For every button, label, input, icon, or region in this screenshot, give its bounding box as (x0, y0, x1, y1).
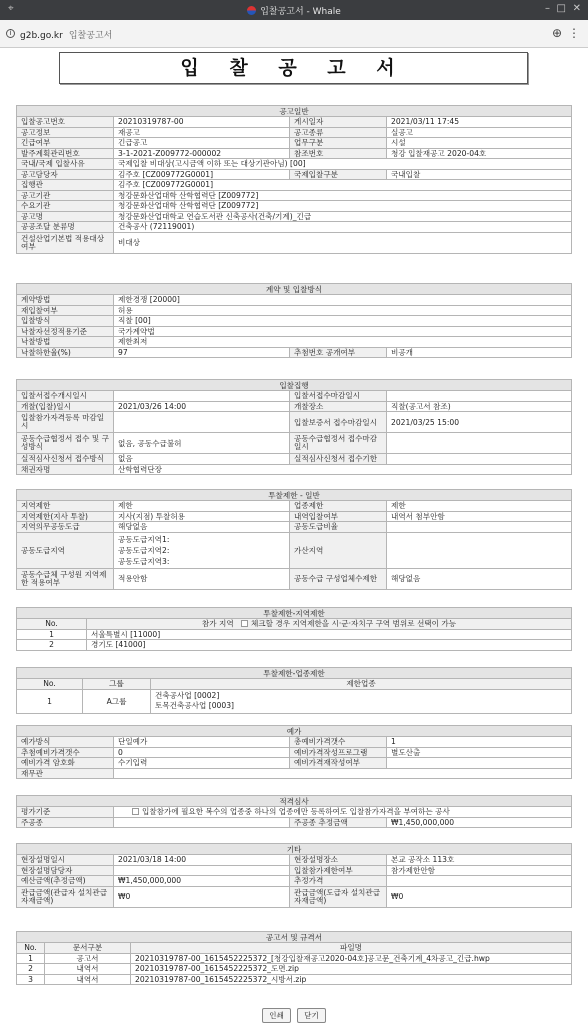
value: 97 (114, 347, 290, 358)
label: 실적심사신청서 접수방식 (17, 454, 114, 465)
label: 총예비가격갯수 (290, 737, 387, 748)
file-link[interactable]: 20210319787-00_1615452225372_[청강입찰재공고2020-04호]공고문_건축기계_4차공고_긴급.hwp (131, 953, 572, 964)
value (114, 412, 290, 433)
value (114, 768, 572, 779)
value: 청강 입찰재공고 2020-04호 (387, 148, 572, 159)
label: 참조번호 (290, 148, 387, 159)
section-execution (16, 379, 572, 475)
label: 예비가격작성프로그램 (290, 747, 387, 758)
label: 긴급여부 (17, 138, 114, 149)
section-title: 투찰제한 - 일반 (17, 490, 572, 501)
gov-logo-icon (247, 6, 256, 15)
value: 국가계약법 (114, 326, 572, 337)
value: 지사(지점) 투찰허용 (114, 511, 290, 522)
label: 지역제한 (17, 501, 114, 512)
value: 직찰(공고서 참조) (387, 401, 572, 412)
label: 입찰참가제한여부 (290, 865, 387, 876)
zoom-icon[interactable]: ⊕ (551, 26, 562, 40)
section-region-restriction (16, 607, 572, 651)
label: 개찰(입찰)일시 (17, 401, 114, 412)
value: 청강문화산업대학교 연습도서관 신축공사(건축/기계)_긴급 (114, 211, 572, 222)
label: 입찰보증서 접수마감일시 (290, 412, 387, 433)
value: 산학협력단장 (114, 464, 572, 475)
label: 지역제한(지사 투찰) (17, 511, 114, 522)
label: 입찰서접수마감일시 (290, 391, 387, 402)
label: 국제입찰구분 (290, 169, 387, 180)
label: 개찰장소 (290, 401, 387, 412)
label: 수요기관 (17, 201, 114, 212)
label: 공동수급협정서 접수마감일시 (290, 433, 387, 454)
row-region: 서울특별시 [11000] (87, 629, 572, 640)
value: 허용 (114, 305, 572, 316)
pin-icon[interactable]: ⌖ (8, 3, 14, 14)
value: 2021/03/26 14:00 (114, 401, 290, 412)
value: 제한최저 (114, 337, 572, 348)
value: ₩0 (387, 886, 572, 907)
col-header: 제한업종 (151, 679, 572, 690)
close-button[interactable]: 닫기 (297, 1008, 326, 1023)
label: 입찰서접수개시일시 (17, 391, 114, 402)
label: 공고정보 (17, 127, 114, 138)
value (387, 391, 572, 402)
label: 공고명 (17, 211, 114, 222)
section-industry-restriction (16, 667, 572, 714)
label: 재무관 (17, 768, 114, 779)
label: 공고기관 (17, 190, 114, 201)
value: 비공개 (387, 347, 572, 358)
value (387, 433, 572, 454)
section-title: 예가 (17, 726, 572, 737)
file-link[interactable]: 20210319787-00_1615452225372_도면.zip (131, 964, 572, 975)
minimize-icon[interactable]: – (545, 3, 550, 14)
value: 참가제한안함 (387, 865, 572, 876)
label: 집행관 (17, 180, 114, 191)
value: 2021/03/11 17:45 (387, 117, 572, 128)
value: ₩0 (114, 886, 290, 907)
label: 현장설명장소 (290, 855, 387, 866)
address-bar (0, 20, 588, 48)
label: 관급금액(관급자 설치관급자재금액) (17, 886, 114, 907)
value (387, 454, 572, 465)
value: 1 (387, 737, 572, 748)
value (114, 391, 290, 402)
label: 낙찰방법 (17, 337, 114, 348)
row-region: 경기도 [41000] (87, 640, 572, 651)
industry-item: 건축공사업 [0002] (155, 691, 220, 700)
label: 평가기준 (17, 807, 114, 818)
file-link[interactable]: 20210319787-00_1615452225372_시방서.zip (131, 974, 572, 985)
value: 수기입력 (114, 758, 290, 769)
value: ₩1,450,000,000 (387, 817, 572, 828)
section-title: 입찰집행 (17, 380, 572, 391)
table-row (17, 974, 572, 985)
window-title: 입찰공고서 - Whale (260, 7, 341, 17)
label: 건설산업기본법 적용대상여부 (17, 232, 114, 253)
value: 별도산출 (387, 747, 572, 758)
row-kind: 내역서 (45, 964, 131, 975)
row-no: 2 (17, 640, 87, 651)
info-icon[interactable]: i (6, 29, 15, 38)
label: 추첨번호 공개여부 (290, 347, 387, 358)
value: 실공고 (387, 127, 572, 138)
row-no: 2 (17, 964, 45, 975)
joint-region-2: 공동도급지역2: (118, 545, 170, 555)
value: 시설 (387, 138, 572, 149)
value: ₩1,450,000,000 (114, 876, 290, 887)
value (114, 807, 572, 818)
col-header: No. (17, 943, 45, 954)
section-title: 공고서 및 규격서 (17, 932, 572, 943)
page-content (0, 48, 588, 1024)
label: 관급금액(도급자 설치관급자재금액) (290, 886, 387, 907)
value: 김주호 [CZ009772G0001] (114, 180, 572, 191)
window-titlebar (0, 0, 588, 20)
value: 20210319787-00 (114, 117, 290, 128)
table-row (17, 964, 572, 975)
row-no: 3 (17, 974, 45, 985)
label: 입찰참가자격등록 마감일시 (17, 412, 114, 433)
value: 2021/03/18 14:00 (114, 855, 290, 866)
checkbox-label: 체크할 경우 지역제한을 시·군·자치구 구역 범위로 선택이 가능 (250, 619, 457, 629)
section-title: 공고일반 (17, 106, 572, 117)
industry-item: 토목건축공사업 [0003] (155, 701, 235, 710)
label: 실적심사신청서 접수기한 (290, 454, 387, 465)
value: 제한 (387, 501, 572, 512)
label: 공동수급체 구성원 지역제한 적용여부 (17, 568, 114, 589)
label: 업종제한 (290, 501, 387, 512)
label: 국내/국제 입찰사유 (17, 159, 114, 170)
value: 직찰 [00] (114, 316, 572, 327)
section-restriction-general (16, 489, 572, 590)
evaluation-text: 입찰참가에 필요한 복수의 업종중 하나의 업종에만 등록하여도 입찰참가자격을 부여하는 공사 (142, 807, 450, 817)
value (387, 876, 572, 887)
value: 해당없음 (114, 522, 290, 533)
label: 공동도급비율 (290, 522, 387, 533)
row-no: 1 (17, 953, 45, 964)
print-button[interactable]: 인쇄 (262, 1008, 291, 1023)
value (114, 532, 290, 568)
value: 국제입찰 비대상(고시금액 이하 또는 대상기관아님) [00] (114, 159, 572, 170)
label: 현장설명담당자 (17, 865, 114, 876)
col-header: 그룹 (83, 679, 151, 690)
table-row (17, 629, 572, 640)
col-header: No. (17, 679, 83, 690)
section-title: 투찰제한-업종제한 (17, 668, 572, 679)
value: 없음 (114, 454, 290, 465)
value: 내역서 첨부안함 (387, 511, 572, 522)
value: 제한경쟁 [20000] (114, 295, 572, 306)
col-header: 파일명 (131, 943, 572, 954)
label: 게시일자 (290, 117, 387, 128)
label: 발주계획관리번호 (17, 148, 114, 159)
value: 본교 공작소 113호 (387, 855, 572, 866)
joint-region-1: 공동도급지역1: (118, 534, 170, 544)
page-title: 입 찰 공 고 서 (59, 52, 528, 84)
label: 예가방식 (17, 737, 114, 748)
label: 예산금액(추정금액) (17, 876, 114, 887)
label: 공고담당자 (17, 169, 114, 180)
label: 업무구분 (290, 138, 387, 149)
label: 추정가격 (290, 876, 387, 887)
col-header-region: 참가 지역 (201, 619, 234, 629)
label: 현장설명일시 (17, 855, 114, 866)
row-no: 1 (17, 629, 87, 640)
url-text[interactable]: g2b.go.kr 입찰공고서 (20, 31, 113, 41)
section-contract (16, 283, 572, 358)
label: 낙찰하한율(%) (17, 347, 114, 358)
value: 단일예가 (114, 737, 290, 748)
label: 채권자명 (17, 464, 114, 475)
col-header (87, 619, 572, 630)
value: 김주호 [CZ009772G0001] (114, 169, 290, 180)
section-etc (16, 843, 572, 908)
value: 제한 (114, 501, 290, 512)
section-qualification (16, 795, 572, 828)
table-row (17, 689, 572, 713)
label: 낙찰자선정적용기준 (17, 326, 114, 337)
value: 없음, 공동수급불허 (114, 433, 290, 454)
section-title: 계약 및 입찰방식 (17, 284, 572, 295)
value: 긴급공고 (114, 138, 290, 149)
value: 0 (114, 747, 290, 758)
label: 입찰방식 (17, 316, 114, 327)
row-industries (151, 689, 572, 713)
label: 지역의무공동도급 (17, 522, 114, 533)
label: 주공종 추정금액 (290, 817, 387, 828)
col-header: 문서구분 (45, 943, 131, 954)
value: 청강문화산업대학 산학협력단 [Z009772] (114, 201, 572, 212)
label: 계약방법 (17, 295, 114, 306)
joint-region-3: 공동도급지역3: (118, 556, 170, 566)
evaluation-checkbox[interactable] (132, 808, 139, 815)
label: 재입찰여부 (17, 305, 114, 316)
more-menu-icon[interactable]: ⋮ (568, 26, 580, 40)
region-scope-checkbox[interactable] (241, 620, 248, 627)
section-title: 투찰제한-지역제한 (17, 608, 572, 619)
label: 공동수급 구성업체수제한 (290, 568, 387, 589)
value (114, 865, 290, 876)
value: 2021/03/25 15:00 (387, 412, 572, 433)
value (114, 817, 290, 828)
label: 내역입찰여부 (290, 511, 387, 522)
label: 예비가격재작성여부 (290, 758, 387, 769)
table-row (17, 640, 572, 651)
value: 청강문화산업대학 산학협력단 [Z009772] (114, 190, 572, 201)
value: 재공고 (114, 127, 290, 138)
value: 비대상 (114, 232, 572, 253)
value: 3-1-2021-Z009772-000002 (114, 148, 290, 159)
value (387, 758, 572, 769)
label: 가산지역 (290, 532, 387, 568)
row-no: 1 (17, 689, 83, 713)
row-kind: 공고서 (45, 953, 131, 964)
row-kind: 내역서 (45, 974, 131, 985)
bottom-buttons (0, 1008, 588, 1023)
section-title: 기타 (17, 844, 572, 855)
label: 입찰공고번호 (17, 117, 114, 128)
value (387, 522, 572, 533)
label: 공고종류 (290, 127, 387, 138)
label: 공공조달 분류명 (17, 222, 114, 233)
label: 공동도급지역 (17, 532, 114, 568)
label: 공동수급협정서 접수 및 구성방식 (17, 433, 114, 454)
value: 해당없음 (387, 568, 572, 589)
section-title: 적격심사 (17, 796, 572, 807)
section-price (16, 725, 572, 779)
section-general (16, 105, 572, 254)
maximize-icon[interactable]: □ (556, 3, 566, 14)
label: 예비가격 암호화 (17, 758, 114, 769)
row-group: A그룹 (83, 689, 151, 713)
value: 국내입찰 (387, 169, 572, 180)
value: 건축공사 (72119001) (114, 222, 572, 233)
table-row (17, 953, 572, 964)
close-icon[interactable]: ✕ (572, 3, 581, 14)
col-header: No. (17, 619, 87, 630)
label: 추첨예비가격갯수 (17, 747, 114, 758)
value (387, 532, 572, 568)
section-documents (16, 931, 572, 985)
label: 주공종 (17, 817, 114, 828)
value: 적용안함 (114, 568, 290, 589)
